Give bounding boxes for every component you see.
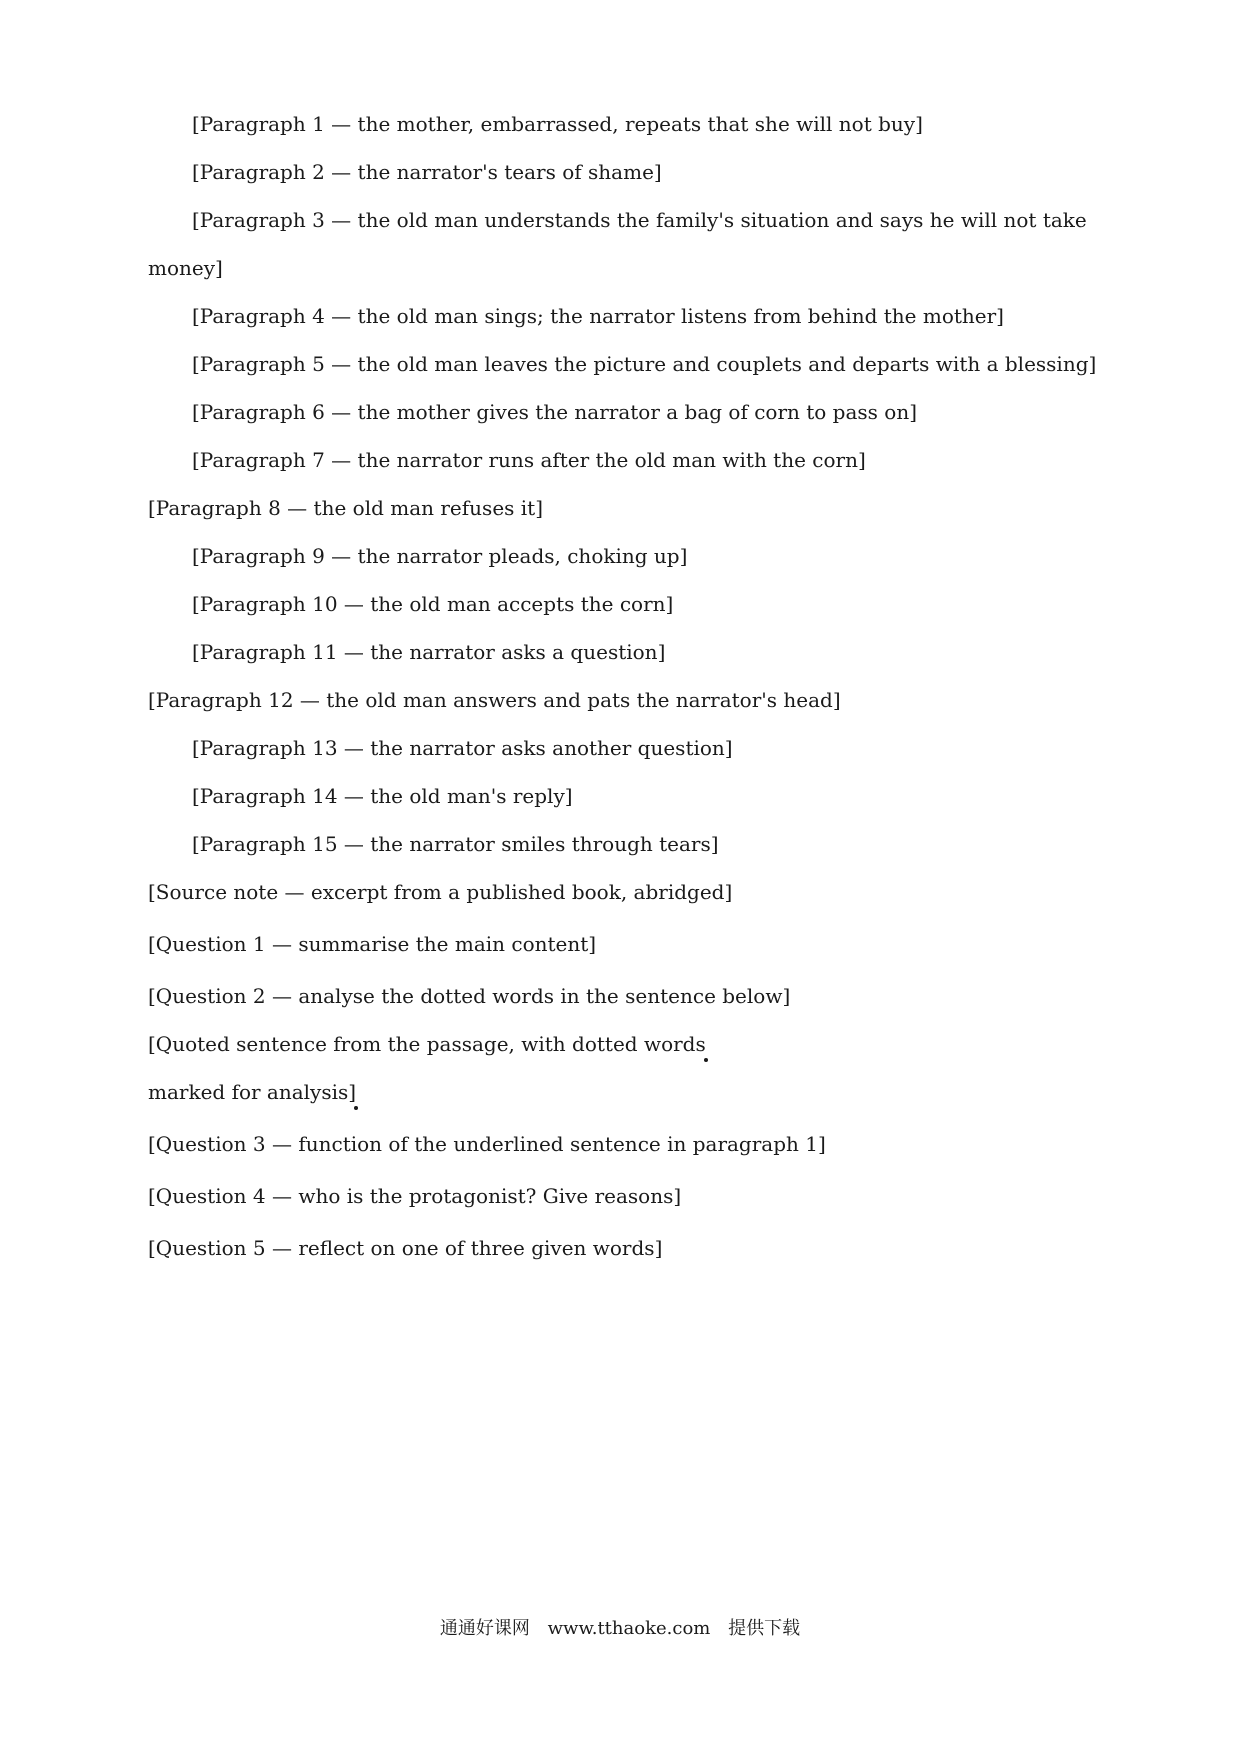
sentence-part: [Quoted sentence from the passage, with dotted words — [148, 1032, 706, 1056]
story-paragraph: [Paragraph 8 — the old man refuses it] — [148, 496, 544, 520]
sentence-part: marked for analysis] — [148, 1080, 357, 1104]
document-page — [148, 100, 1128, 1272]
story-paragraph: [Paragraph 15 — the narrator smiles through tears] — [192, 832, 719, 856]
question-4: [Question 4 — who is the protagonist? Give reasons] — [148, 1184, 682, 1208]
page-footer — [0, 1614, 1240, 1640]
question-2: [Question 2 — analyse the dotted words in the sentence below] — [148, 984, 791, 1008]
source-note: [Source note — excerpt from a published book, abridged] — [148, 880, 733, 904]
story-paragraph: [Paragraph 9 — the narrator pleads, choking up] — [192, 544, 688, 568]
story-paragraph: [Paragraph 13 — the narrator asks another question] — [192, 736, 733, 760]
question-2-sentence — [148, 1020, 1128, 1068]
story-paragraph: [Paragraph 12 — the old man answers and pats the narrator's head] — [148, 688, 841, 712]
footer-download-text: 提供下载 — [728, 1618, 801, 1639]
question-2-sentence-continued — [148, 1068, 1128, 1116]
story-paragraph: [Paragraph 10 — the old man accepts the corn] — [192, 592, 674, 616]
footer-site-name: 通通好课网 — [439, 1618, 530, 1639]
story-paragraph: [Paragraph 14 — the old man's reply] — [192, 784, 573, 808]
question-3: [Question 3 — function of the underlined sentence in paragraph 1] — [148, 1132, 826, 1156]
story-paragraph: [Paragraph 3 — the old man understands the family's situation and says he will not take money] — [148, 208, 1087, 280]
story-paragraph: [Paragraph 1 — the mother, embarrassed, repeats that she will not buy] — [192, 112, 923, 136]
story-paragraph: [Paragraph 11 — the narrator asks a question] — [192, 640, 666, 664]
story-paragraph: [Paragraph 2 — the narrator's tears of shame] — [192, 160, 662, 184]
story-paragraph: [Paragraph 4 — the old man sings; the narrator listens from behind the mother] — [192, 304, 1004, 328]
story-paragraph: [Paragraph 7 — the narrator runs after the old man with the corn] — [192, 448, 866, 472]
question-1: [Question 1 — summarise the main content] — [148, 932, 597, 956]
question-5: [Question 5 — reflect on one of three given words] — [148, 1236, 663, 1260]
footer-site-url[interactable]: www.tthaoke.com — [547, 1618, 711, 1639]
story-paragraph: [Paragraph 5 — the old man leaves the picture and couplets and departs with a blessing] — [192, 352, 1097, 376]
story-paragraph: [Paragraph 6 — the mother gives the narrator a bag of corn to pass on] — [192, 400, 918, 424]
